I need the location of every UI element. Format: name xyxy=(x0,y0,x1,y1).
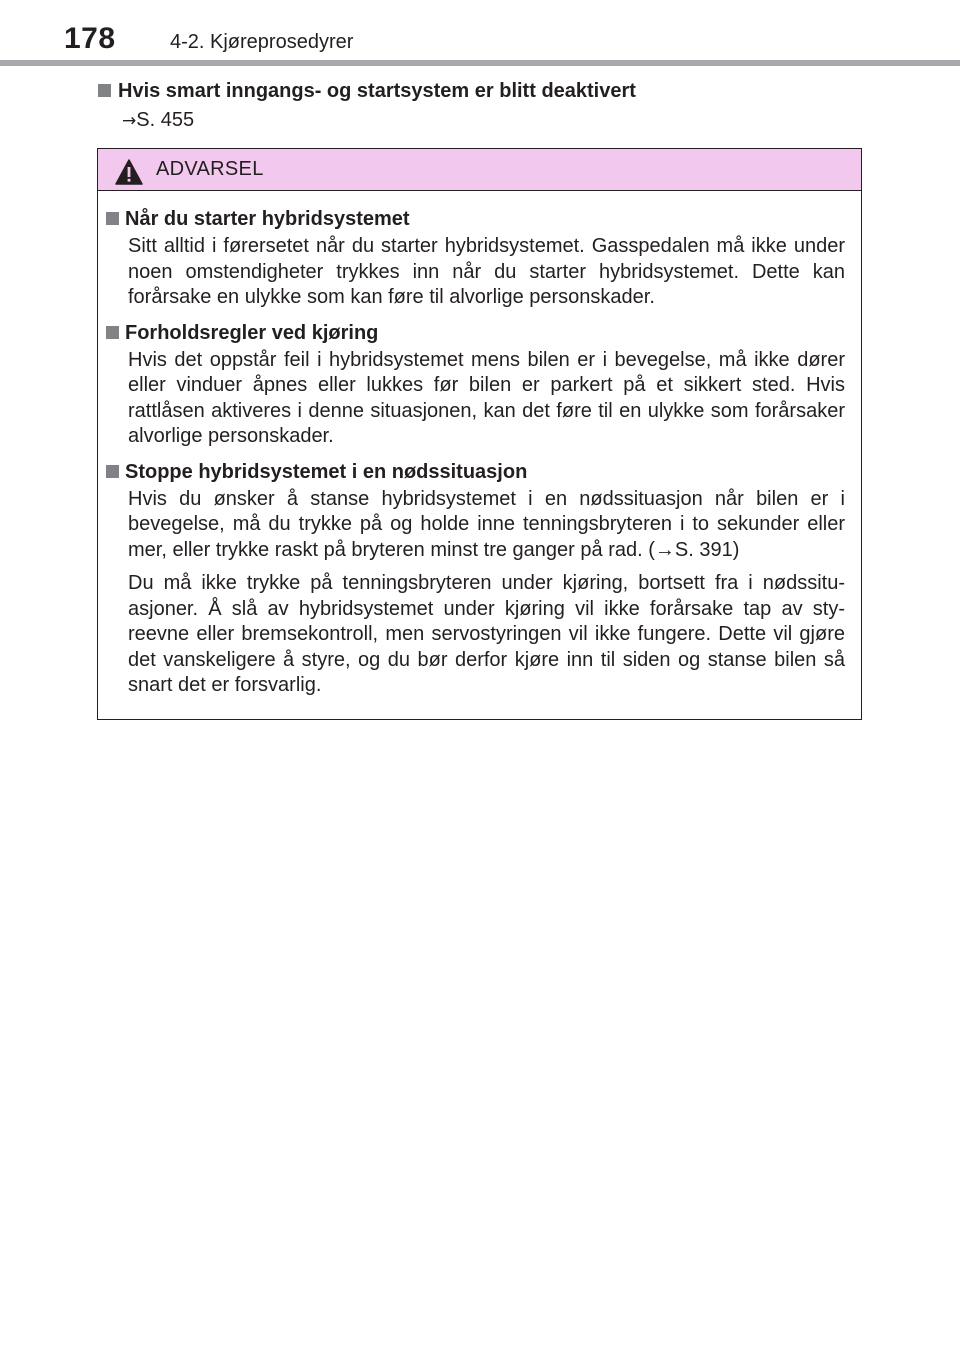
warning-item-text: Hvis det oppstår feil i hybridsystemet mens bilen er i bevegelse, må ikke dører eller vinduer åpnes eller lukkes før bilen er parkert på et sikkert sted. Hvis rattlåsen aktiveres i denne situasjonen, kan det føre til en ulykke som forårsaker alvorlige personskader. xyxy=(128,348,845,447)
warning-item-title-text: Når du starter hybridsystemet xyxy=(125,208,410,230)
square-bullet-icon xyxy=(106,465,119,478)
warning-item-text: Hvis du ønsker å stanse hybridsystemet i en nødssituasjon når bilen er i bevegelse, må du trykke på og holde inne tenningsbryteren i to sekunder eller mer, eller trykke raskt på bryteren minst tre ganger på rad. (→S. 391) xyxy=(128,487,845,561)
square-bullet-icon xyxy=(98,84,111,97)
intro-page-reference[interactable] xyxy=(122,109,194,132)
warning-item xyxy=(106,458,845,699)
warning-item-title-text: Forholdsregler ved kjøring xyxy=(125,321,379,344)
warning-box xyxy=(97,148,862,720)
warning-item-title xyxy=(106,205,845,234)
page-header xyxy=(0,0,960,66)
warning-header xyxy=(98,149,861,191)
intro-heading xyxy=(98,80,636,103)
warning-label: ADVARSEL xyxy=(156,158,264,180)
warning-item-text: Du må ikke trykke på tenningsbryteren under kjøring, bortsett fra i nødssitu-asjoner. Å slå av hybridsystemet under kjøring vil ikke forårsake tap av sty-reevne eller bremsekontroll, men servostyringen vil ikke fungere. Dette vil gjøre det vanskeligere å styre, og du bør derfor kjøre inn til siden og stanse bilen så snart det er forsvarlig. xyxy=(128,572,845,696)
warning-item-text: Sitt alltid i førersetet når du starter hybridsystemet. Gasspedalen må ikke under noen omstendigheter trykkes inn når du starter hybridsystemet. Dette kan forårsake en ulykke som kan føre til alvorlige personskader. xyxy=(128,235,845,308)
warning-item-title xyxy=(106,319,845,348)
warning-triangle-icon xyxy=(115,159,143,185)
intro-heading-text: Hvis smart inngangs- og startsystem er blitt deaktivert xyxy=(118,80,636,102)
square-bullet-icon xyxy=(106,212,119,225)
warning-item-title xyxy=(106,458,845,487)
header-rule xyxy=(0,60,960,66)
warning-item xyxy=(106,205,845,311)
section-title: 4-2. Kjøreprosedyrer xyxy=(170,31,354,53)
warning-body xyxy=(98,191,861,699)
arrow-right-icon: → xyxy=(122,111,137,131)
page-number: 178 xyxy=(64,22,116,55)
intro-reference-text: S. 455 xyxy=(136,109,195,131)
square-bullet-icon xyxy=(106,326,119,339)
warning-item-title-text: Stoppe hybridsystemet i en nødssituasjon xyxy=(125,460,528,483)
warning-item xyxy=(106,319,845,450)
